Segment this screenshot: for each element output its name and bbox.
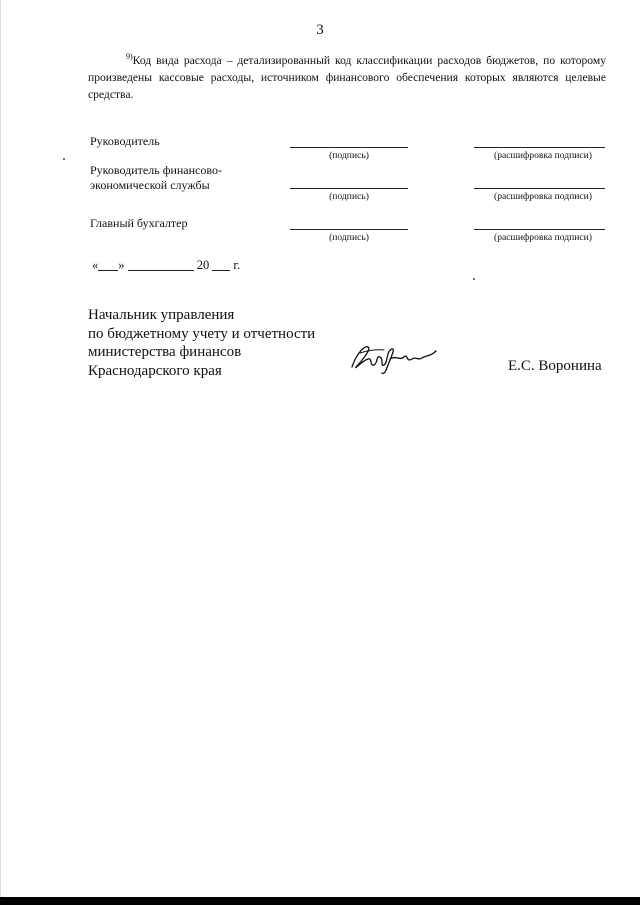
approver-title-line: по бюджетному учету и отчетности — [88, 325, 316, 342]
decode-caption: (расшифровка подписи) — [494, 191, 592, 202]
signature-line[interactable] — [290, 147, 408, 148]
year-suffix: г. — [233, 258, 241, 272]
approver-title-line: Краснодарского края — [88, 362, 222, 379]
signature-caption: (подпись) — [329, 191, 369, 202]
signature-label-line: Руководитель финансово- — [90, 163, 222, 177]
page-number: 3 — [316, 22, 324, 38]
date-line — [92, 258, 240, 273]
footnote-marker: 9) — [126, 52, 133, 61]
signature-caption: (подпись) — [329, 150, 369, 161]
decode-line[interactable] — [474, 147, 605, 148]
signature-label-accountant: Главный бухгалтер — [90, 216, 188, 230]
scan-speck — [473, 278, 475, 280]
approver-title — [88, 306, 315, 380]
date-close-quote: » — [118, 258, 125, 272]
approver-title-line: министерства финансов — [88, 344, 242, 360]
footnote — [88, 52, 606, 103]
approver-name: Е.С. Воронина — [508, 358, 602, 374]
decode-caption: (расшифровка подписи) — [494, 232, 592, 243]
handwritten-signature-icon — [346, 337, 442, 377]
signature-line[interactable] — [290, 188, 408, 189]
signature-line[interactable] — [290, 229, 408, 230]
decode-line[interactable] — [474, 229, 605, 230]
month-blank[interactable] — [128, 258, 194, 271]
year-blank[interactable] — [212, 258, 230, 271]
approver-title-line: Начальник управления — [88, 307, 235, 323]
date-open-quote: « — [92, 258, 99, 272]
scan-speck — [63, 158, 65, 160]
decode-line[interactable] — [474, 188, 605, 189]
signature-label-head: Руководитель — [90, 134, 160, 148]
scan-bottom-edge — [0, 897, 640, 905]
decode-caption: (расшифровка подписи) — [494, 150, 592, 161]
signature-caption: (подпись) — [329, 232, 369, 243]
scan-margin — [0, 0, 1, 905]
year-prefix: 20 — [196, 258, 210, 272]
signature-label-line: экономической службы — [90, 178, 210, 192]
footnote-text: Код вида расхода – детализированный код классификации расходов бюджетов, по которому произведены кассовые расходы, источником финансового обеспечения которых являются целевые средства. — [88, 54, 606, 101]
day-blank[interactable] — [98, 258, 118, 271]
signature-label-finance — [90, 163, 222, 193]
